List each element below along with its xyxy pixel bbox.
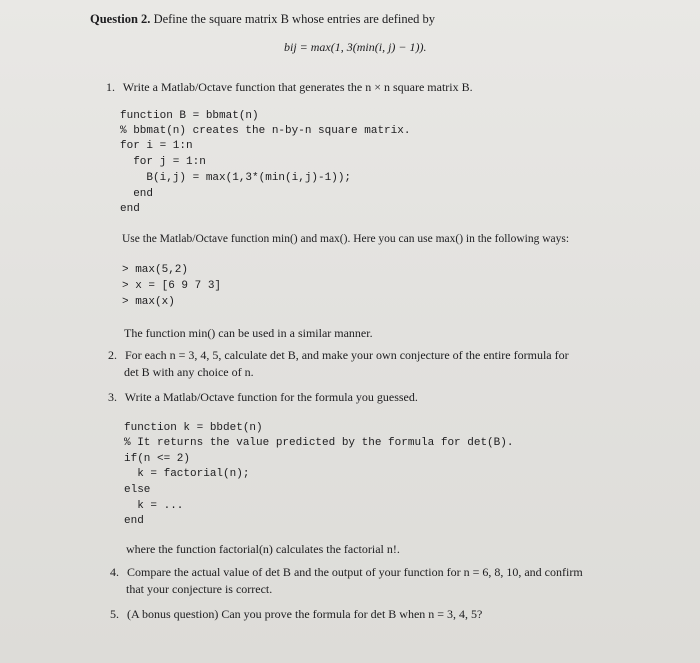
matrix-formula: bij = max(1, 3(min(i, j) − 1)). [284,40,427,54]
code-line: k = factorial(n); [124,468,250,480]
item-3-number: 3. [108,390,117,404]
item-4-text-line2: that your conjecture is correct. [126,582,273,596]
item-2-text-line2: det B with any choice of n. [124,365,254,379]
code-line: end [124,515,144,527]
code-line: end [120,188,154,200]
example-line: > max(x) [122,296,175,308]
code-line: for i = 1:n [120,140,193,152]
code-line: k = ... [124,500,184,512]
item-3-text: Write a Matlab/Octave function for the formula you guessed. [124,390,418,404]
item-3 [108,390,418,405]
code-line: % bbmat(n) creates the n-by-n square matrix. [120,125,411,137]
example-line: > max(5,2) [122,264,189,276]
item-1-text: Write a Matlab/Octave function that generates the n × n square matrix B. [122,80,473,94]
code-line: % It returns the value predicted by the formula for det(B). [124,437,514,449]
example-line: > x = [6 9 7 3] [122,280,222,292]
question-label: Question 2. [90,12,151,26]
item-1-number: 1. [106,80,115,94]
item-2-number: 2. [108,348,117,362]
question-header [90,12,435,27]
item-2 [108,348,569,363]
code-line: if(n <= 2) [124,453,191,465]
minmax-instruction: Use the Matlab/Octave function min() and max(). Here you can use max() in the following ways: [122,233,570,245]
factorial-note: where the function factorial(n) calculates the factorial n!. [126,542,400,556]
item-1 [106,80,473,95]
code-line: end [120,203,140,215]
item-2-text-line1: For each n = 3, 4, 5, calculate det B, and make your own conjecture of the entire formula for [125,348,569,362]
item-4-text-line1: Compare the actual value of det B and the output of your function for n = 6, 8, 10, and confirm [127,565,583,579]
item-5-number: 5. [110,607,119,621]
item-5-text: (A bonus question) Can you prove the formula for det B when n = 3, 4, 5? [127,607,483,621]
code-line: function k = bbdet(n) [124,422,263,434]
code-line: function B = bbmat(n) [120,110,259,122]
code-line: B(i,j) = max(1,3*(min(i,j)-1)); [120,172,352,184]
code-line: else [124,484,151,496]
item-4 [110,565,583,580]
question-intro: Define the square matrix B whose entries are defined by [153,12,436,26]
min-note: The function min() can be used in a similar manner. [124,326,373,340]
code-line: for j = 1:n [120,156,206,168]
item-4-number: 4. [110,565,119,579]
item-5 [110,607,482,622]
